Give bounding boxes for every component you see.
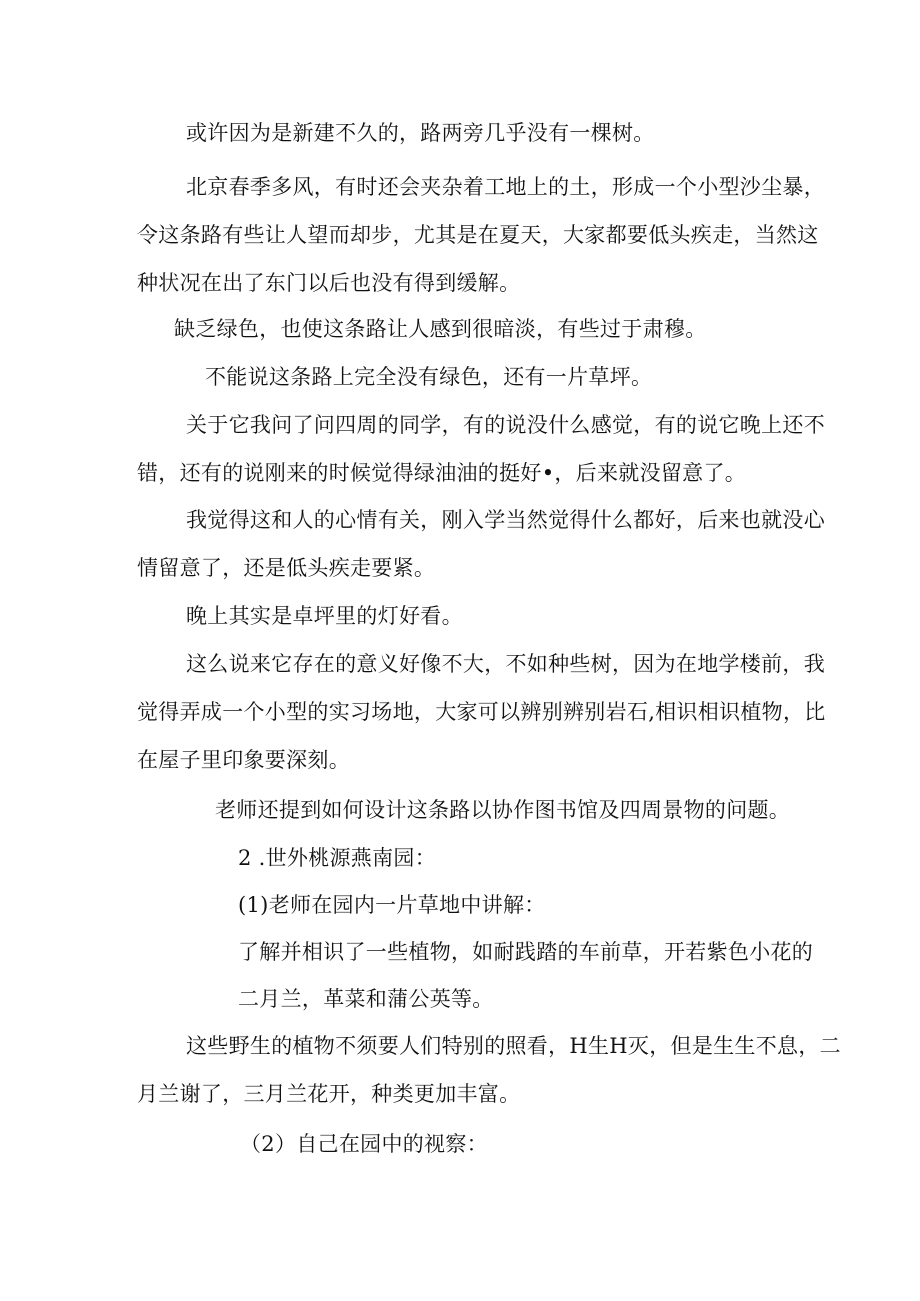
paragraph-9-line-1: 老师还提到如何设计这条路以协作图书馆及四周景物的问题。: [215, 798, 791, 822]
paragraph-2-cont: [137, 211, 819, 307]
subsection-heading-2: （2）自己在园中的视察：: [240, 1132, 488, 1156]
subsection-heading-1: (1)老师在园内一片草地中讲解：: [238, 893, 546, 917]
paragraph-13-line-2: 月兰谢了，三月兰花开，种类更加丰富。: [137, 1082, 521, 1106]
paragraph-8-line-2: 觉得弄成一个小型的实习场地，大家可以辨别辨别岩石,相识相识植物，比: [137, 700, 826, 724]
paragraph-6-line-1: 我觉得这和人的心情有关，刚入学当然觉得什么都好，后来也就没心: [186, 508, 825, 532]
paragraph-3-line-1: 缺乏绿色，也使这条路让人感到很暗淡，有些过于肃穆。: [174, 317, 707, 341]
paragraph-8-line-3: 在屋子里印象要深刻。: [137, 748, 350, 772]
paragraph-2: [186, 163, 825, 211]
paragraph-5-line-1: 关于它我问了问四周的同学，有的说没什么感觉，有的说它晚上还不: [186, 413, 825, 437]
paragraph-2-line-3: 种状况在出了东门以后也没有得到缓解。: [137, 271, 521, 295]
paragraph-7-line-1: 晚上其实是卓坪里的灯好看。: [186, 604, 463, 628]
paragraph-8-line-1: 这么说来它存在的意义好像不大，不如种些树，因为在地学楼前，我: [186, 652, 825, 676]
paragraph-12-line-2: 二月兰，革菜和蒲公英等。: [238, 987, 494, 1011]
paragraph-2-line-2: 令这条路有些让人望而却步，尤其是在夏天，大家都要低头疾走，当然这: [137, 223, 819, 247]
paragraph-4-line-1: 不能说这条路上完全没有绿色，还有一片草坪。: [205, 365, 653, 389]
paragraph-2-line-1: 北京春季多风，有时还会夹杂着工地上的土，形成一个小型沙尘暴，: [186, 175, 825, 199]
paragraph-1-line-1: 或许因为是新建不久的，路两旁几乎没有一棵树。: [186, 121, 655, 145]
paragraph-13-line-1: 这些野生的植物不须要人们特别的照看，H生H灭，但是生生不息，二: [186, 1034, 841, 1058]
paragraph-5-line-2: 错，还有的说刚来的时候觉得绿油油的挺好•，后来就没留意了。: [137, 461, 747, 485]
section-heading-2: 2 .世外桃源燕南园：: [238, 846, 437, 870]
paragraph-6-line-2: 情留意了，还是低头疾走要紧。: [137, 556, 436, 580]
paragraph-12-line-1: 了解并相识了一些植物，如耐践踏的车前草，开若紫色小花的: [238, 940, 814, 964]
